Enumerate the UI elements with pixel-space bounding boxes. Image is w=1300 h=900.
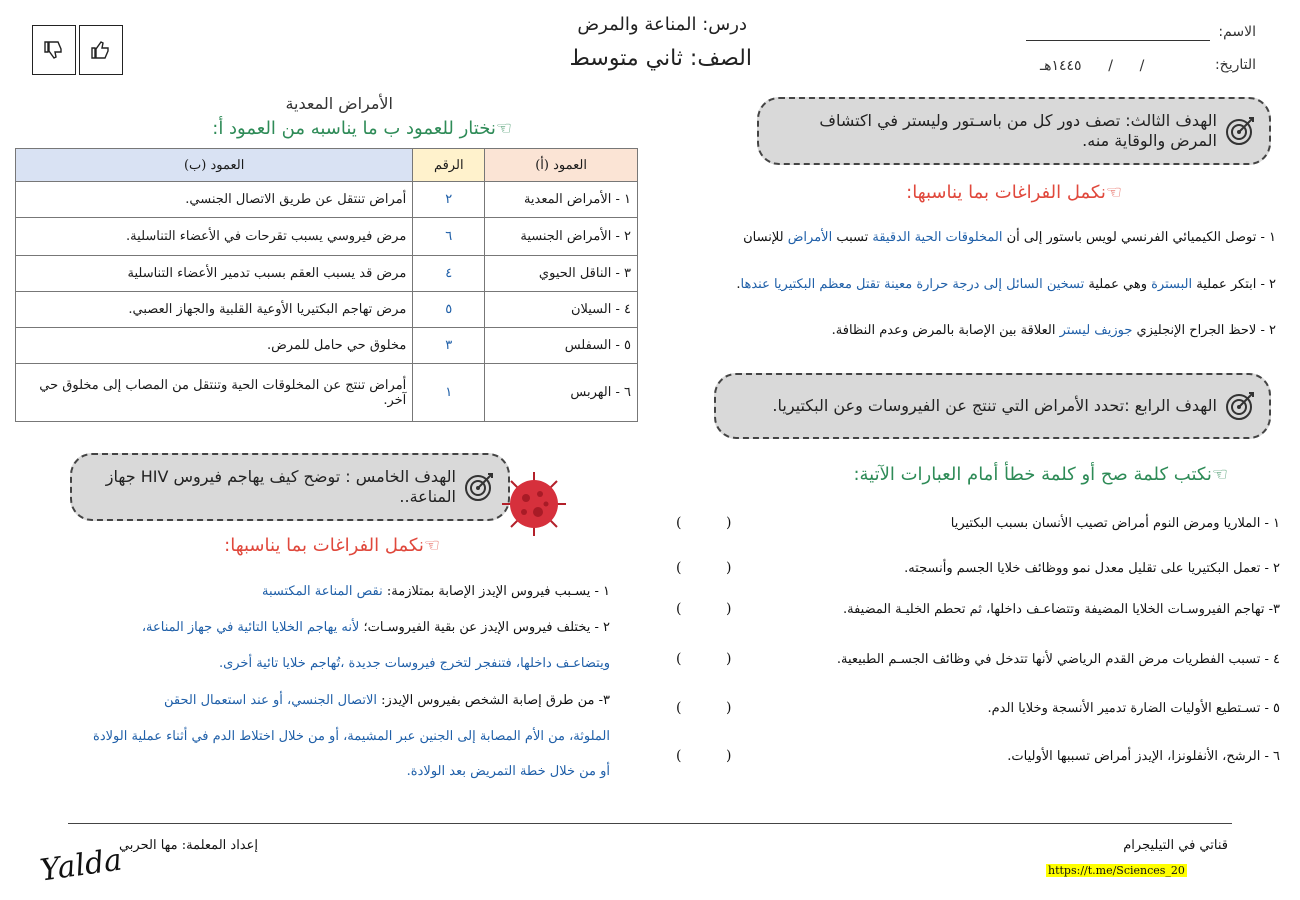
- goal-4-text: الهدف الرابع :تحدد الأمراض التي تنتج عن الفيروسات وعن البكتيريا.: [772, 396, 1217, 415]
- answer-blank-1[interactable]: ( ): [676, 515, 732, 531]
- column-a-cell: ١ - الأمراض المعدية: [485, 182, 638, 218]
- column-a-cell: ٦ - الهربس: [485, 364, 638, 422]
- tf-statement-3: ٣- تهاجم الفيروسـات الخلايا المضيفة وتتضاعـف داخلها، ثم تحطم الخليـة المضيفة.: [842, 602, 1280, 617]
- answer-blank-5[interactable]: ( ): [676, 700, 732, 716]
- hand-point-icon: ☜: [423, 535, 440, 556]
- column-b-cell: أمراض تنتج عن المخلوقات الحية وتنتقل من المصاب إلى مخلوق حي آخر.: [16, 364, 413, 422]
- column-a-cell: ٢ - الأمراض الجنسية: [485, 218, 638, 256]
- column-b-cell: مرض قد يسبب العقم بسبب تدمير الأعضاء التناسلية: [16, 256, 413, 292]
- number-column-header: الرقم: [413, 149, 485, 182]
- name-blank-line: [1026, 40, 1210, 41]
- answer: البسترة: [1151, 277, 1193, 292]
- answer: الأمراض: [787, 230, 833, 245]
- answer: نقص المناعة المكتسبة: [261, 584, 383, 599]
- column-b-header: العمود (ب): [16, 149, 413, 182]
- number-cell[interactable]: ٤: [413, 256, 485, 292]
- left-fill-item-3-cont2: أو من خلال خطة التمريض بعد الولادة.: [406, 764, 610, 779]
- topic-title: الأمراض المعدية: [285, 94, 393, 113]
- match-heading: ☜نختار للعمود ب ما يناسبه من العمود أ:: [212, 118, 512, 139]
- thumbs-down-icon: [42, 38, 66, 62]
- tf-statement-2: ٢ - تعمل البكتيريا على تقليل معدل نمو ووظائف خلايا الجسم وأنسجته.: [904, 561, 1280, 576]
- thumbs-up-box[interactable]: [79, 25, 123, 75]
- answer-blank-2[interactable]: ( ): [676, 560, 732, 576]
- left-fill-item-3: ٣- من طرق إصابة الشخص بفيروس الإيدز: الاتصال الجنسي، أو عند استعمال الحقن: [164, 693, 610, 708]
- virus-icon: [500, 470, 568, 538]
- telegram-channel-label: قناتي في التيليجرام: [1123, 838, 1228, 853]
- column-a-cell: ٥ - السفلس: [485, 328, 638, 364]
- hand-point-icon: ☜: [1211, 464, 1228, 485]
- goal-3-text: الهدف الثالث: تصف دور كل من باسـتور وليستر في اكتشاف المرض والوقاية منه.: [819, 111, 1217, 150]
- answer: تسخين السائل إلى درجة حرارة معينة تقتل معظم البكتيريا عندها: [740, 277, 1085, 292]
- answer: لأنه يهاجم الخلايا التائية في جهاز المناعة،: [141, 620, 360, 635]
- tf-statement-5: ٥ - تسـتطيع الأوليات الضارة تدمير الأنسجة وخلايا الدم.: [987, 701, 1280, 716]
- number-cell[interactable]: ٢: [413, 182, 485, 218]
- tf-statement-6: ٦ - الرشح، الأنفلونزا، الإيدز أمراض تسببها الأوليات.: [1007, 749, 1280, 764]
- right-fill-item-2: ٢ - ابتكر عملية البسترة وهي عملية تسخين السائل إلى درجة حرارة معينة تقتل معظم البكتيريا عندها.: [736, 277, 1276, 292]
- column-b-cell: مرض تهاجم البكتيريا الأوعية القلبية والجهاز العصبي.: [16, 292, 413, 328]
- answer-blank-6[interactable]: ( ): [676, 748, 732, 764]
- column-a-cell: ٣ - الناقل الحيوي: [485, 256, 638, 292]
- lesson-title: درس: المناعة والمرض: [577, 14, 747, 35]
- date-value: / / ١٤٤٥هـ: [1040, 58, 1145, 74]
- left-fill-item-2-cont: ويتضاعـف داخلها، فتنفجر لتخرج فيروسات جديدة ،تُهاجم خلايا تائية أخرى.: [218, 656, 610, 671]
- right-fill-heading: ☜نكمل الفراغات بما يناسبها:: [906, 182, 1122, 203]
- target-icon: [462, 470, 496, 504]
- left-fill-item-3-cont: الملوثة، من الأم المصابة إلى الجنين عبر المشيمة، أو من خلال اختلاط الدم في أثناء عملية الولادة: [93, 729, 610, 744]
- number-cell[interactable]: ٥: [413, 292, 485, 328]
- table-row: [16, 218, 638, 256]
- signature: Yalda: [37, 842, 125, 889]
- table-row: [16, 328, 638, 364]
- matching-table: [15, 148, 638, 422]
- name-label: الاسم:: [1218, 24, 1256, 40]
- telegram-link[interactable]: https://t.me/Sciences_20: [1048, 864, 1185, 877]
- thumbs-down-box[interactable]: [32, 25, 76, 75]
- answer-blank-3[interactable]: ( ): [676, 601, 732, 617]
- thumbs-up-icon: [89, 38, 113, 62]
- target-icon: [1223, 389, 1257, 423]
- column-a-cell: ٤ - السيلان: [485, 292, 638, 328]
- column-b-cell: مرض فيروسي يسبب تقرحات في الأعضاء التناسلية.: [16, 218, 413, 256]
- goal-3-box: [757, 97, 1271, 165]
- goal-4-box: [714, 373, 1271, 439]
- right-fill-item-1: ١ - توصل الكيميائي الفرنسي لويس باستور إلى أن المخلوقات الحية الدقيقة تسبب الأمراض للإنسان: [743, 230, 1276, 245]
- answer-blank-4[interactable]: ( ): [676, 651, 732, 667]
- tf-statement-1: ١ - الملاريا ومرض النوم أمراض تصيب الأنسان بسبب البكتيريا: [950, 516, 1280, 531]
- number-cell[interactable]: ٦: [413, 218, 485, 256]
- footer-divider: [68, 823, 1232, 824]
- table-row: [16, 256, 638, 292]
- number-cell[interactable]: ٣: [413, 328, 485, 364]
- left-fill-item-2: ٢ - يختلف فيروس الإيدز عن بقية الفيروسـات؛ لأنه يهاجم الخلايا التائية في جهاز المناعة،: [141, 620, 610, 635]
- grade-title: الصف: ثاني متوسط: [569, 46, 752, 71]
- goal-5-box: [70, 453, 510, 521]
- hand-point-icon: ☜: [1105, 182, 1122, 203]
- table-row: [16, 182, 638, 218]
- table-row: [16, 364, 638, 422]
- column-b-cell: مخلوق حي حامل للمرض.: [16, 328, 413, 364]
- answer: جوزيف ليستر: [1059, 323, 1133, 338]
- tf-statement-4: ٤ - تسبب الفطريات مرض القدم الرياضي لأنها تتدخل في وظائف الجسـم الطبيعية.: [836, 652, 1280, 667]
- goal-5-text: الهدف الخامس : توضح كيف يهاجم فيروس HIV جهاز المناعة..: [105, 467, 456, 506]
- left-fill-heading: ☜نكمل الفراغات بما يناسبها:: [224, 535, 440, 556]
- column-b-cell: أمراض تنتقل عن طريق الاتصال الجنسي.: [16, 182, 413, 218]
- prepared-by: إعداد المعلمة: مها الحربي: [118, 838, 258, 853]
- answer: المخلوقات الحية الدقيقة: [872, 230, 1003, 245]
- answer: الاتصال الجنسي، أو عند استعمال الحقن: [164, 693, 377, 708]
- table-row: [16, 292, 638, 328]
- left-fill-item-1: ١ - يسـبب فيروس الإيدز الإصابة بمتلازمة: نقص المناعة المكتسبة: [261, 584, 610, 599]
- target-icon: [1223, 114, 1257, 148]
- hand-point-icon: ☜: [495, 118, 512, 139]
- column-a-header: العمود (أ): [485, 149, 638, 182]
- date-label: التاريخ:: [1214, 57, 1256, 73]
- true-false-heading: ☜نكتب كلمة صح أو كلمة خطأ أمام العبارات الآتية:: [853, 464, 1228, 485]
- number-cell[interactable]: ١: [413, 364, 485, 422]
- right-fill-item-3: ٢ - لاحظ الجراح الإنجليزي جوزيف ليستر العلاقة بين الإصابة بالمرض وعدم النظافة.: [831, 323, 1276, 338]
